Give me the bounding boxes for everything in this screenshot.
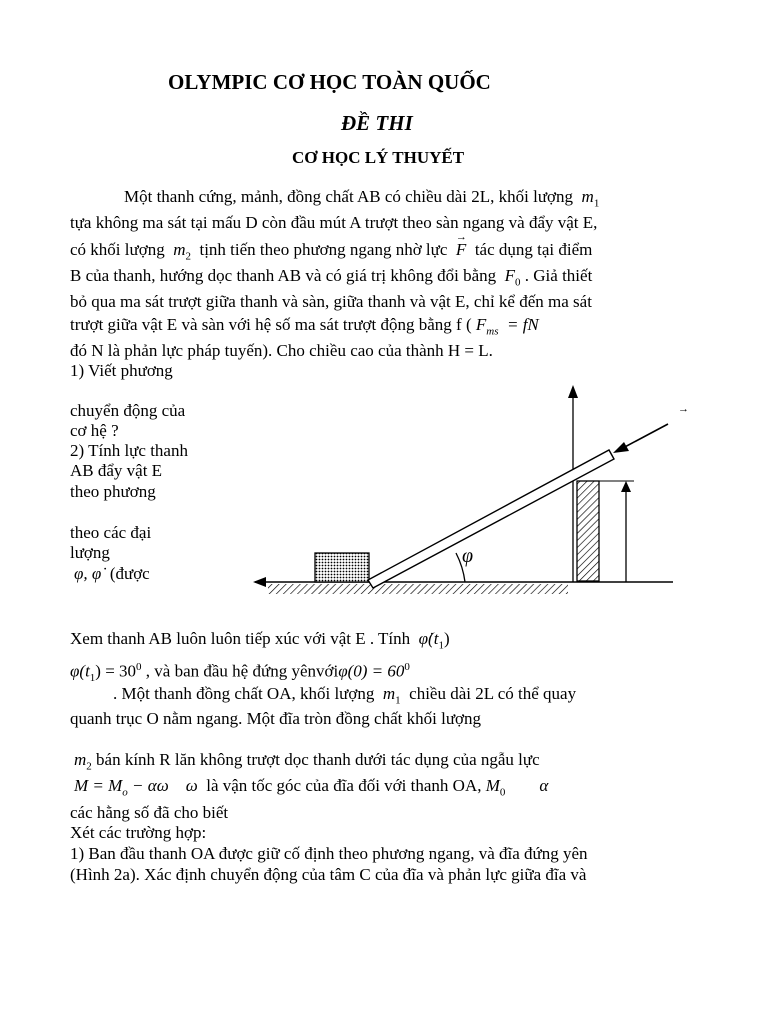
- p1-line-x2-text: , và ban đầu hệ đứng yênvới: [145, 661, 339, 681]
- math-M-eq-sub: o: [122, 786, 128, 799]
- q1-line-a: 1) Viết phương: [70, 361, 173, 380]
- math-phi-t1-sub: 1: [89, 672, 96, 685]
- math-p2-m2: m: [74, 750, 87, 769]
- q2-line-c: theo phương: [70, 482, 156, 501]
- q2-line-a: 2) Tính lực thanh: [70, 441, 188, 460]
- p1-line-6a: trượt giữa vật E và sàn với hệ số ma sát trượt động bằng f (: [70, 315, 472, 334]
- p2-line-3: [74, 750, 540, 776]
- math-p2-m1-sub: 1: [395, 694, 401, 707]
- math-phidot-t1-end: ): [443, 629, 450, 648]
- math-M0: M: [485, 776, 500, 795]
- angle-label-phi: φ: [462, 545, 474, 567]
- math-p2-m1: m: [382, 684, 396, 703]
- math-p2-m2-sub: 2: [86, 760, 92, 773]
- q2-line-b: AB đẩy vật E: [70, 461, 163, 480]
- p2-line-1b: chiều dài 2L có thể quay: [409, 684, 577, 703]
- math-m2: m: [173, 240, 186, 259]
- math-phi-t1: φ(t: [70, 661, 90, 681]
- q2-line-d: theo các đại: [70, 523, 152, 542]
- p2-line-5: các hằng số đã cho biết: [70, 803, 229, 822]
- math-M-eq2: − αω: [132, 776, 169, 795]
- page-title: OLYMPIC CƠ HỌC TOÀN QUỐC: [168, 70, 491, 94]
- math-M-eq: M = M: [74, 776, 123, 795]
- p2-line-4: [74, 776, 548, 802]
- q2-line-f-text: (được: [109, 564, 150, 583]
- force-F-head: [613, 442, 629, 453]
- math-phi-phidot: φ, φ̇: [74, 564, 102, 583]
- p1-line-x1-text: Xem thanh AB luôn luôn tiếp xúc với vật E . Tính: [70, 629, 411, 648]
- p1-line-2: tựa không ma sát tại mấu D còn đầu mút A trượt theo sàn ngang và đẩy vật E,: [70, 213, 598, 232]
- math-m1-sub: 1: [593, 197, 600, 210]
- p1-line-4b: . Giả thiết: [524, 266, 593, 285]
- p1-line-1-text: Một thanh cứng, mảnh, đồng chất AB có chiều dài 2L, khối lượng: [124, 187, 574, 206]
- p2-line-2: quanh trục O nằm ngang. Một đĩa tròn đồng chất khối lượng: [70, 709, 482, 728]
- math-force-F: F →: [456, 240, 466, 259]
- vector-arrow-icon: →: [455, 231, 467, 243]
- p2-line-1: [113, 684, 576, 710]
- p1-line-3c: tác dụng tại điểm: [474, 240, 593, 259]
- math-Fms: F: [475, 315, 487, 334]
- math-alpha: α: [539, 776, 549, 795]
- p2-line-6: Xét các trường hợp:: [70, 823, 207, 842]
- p1-line-3b: tịnh tiến theo phương ngang nhờ lực: [199, 240, 448, 259]
- wall-H: [577, 481, 599, 581]
- vertical-axis-arrow: [568, 385, 578, 398]
- p1-line-7: đó N là phản lực pháp tuyến). Cho chiều cao của thành H = L.: [70, 341, 493, 360]
- exam-subtitle: ĐỀ THI: [341, 111, 413, 135]
- p1-line-4a: B của thanh, hướng dọc thanh AB và có giá trị không đổi bằng: [70, 266, 497, 285]
- height-arrow-head: [621, 481, 631, 492]
- math-phi-0: φ(0) = 60: [338, 661, 405, 681]
- math-phidot-t1-sub: 1: [438, 639, 444, 652]
- p2-line-7: 1) Ban đầu thanh OA được giữ cố định theo phương ngang, và đĩa đứng yên: [70, 844, 588, 863]
- math-M0-sub: 0: [499, 786, 506, 799]
- p2-line-1a: . Một thanh đồng chất OA, khối lượng: [113, 684, 375, 703]
- q1-line-b: chuyển động của: [70, 401, 186, 420]
- math-Fms-sub: ms: [486, 325, 499, 338]
- math-phi-t1-eq: ) = 30: [95, 661, 137, 681]
- ground-arrow-head: [253, 577, 266, 587]
- math-m2-sub: 2: [185, 250, 191, 263]
- p1-line-3a: có khối lượng: [70, 240, 165, 259]
- block-E: [315, 553, 369, 582]
- math-fN: = fN: [506, 315, 539, 334]
- math-F0: F: [504, 266, 516, 285]
- p1-line-x1: [70, 629, 450, 655]
- p2-line-4-text: là vận tốc góc của đĩa đối với thanh OA,: [206, 776, 482, 795]
- force-F-line: [621, 424, 668, 449]
- math-phi-0-sup: 0: [404, 661, 410, 673]
- math-phi-t1-sup: 0: [136, 661, 142, 673]
- section-title: CƠ HỌC LÝ THUYẾT: [292, 148, 465, 167]
- math-F0-sub: 0: [515, 276, 521, 289]
- math-m1: m: [581, 187, 594, 206]
- math-omega: ω: [185, 776, 198, 795]
- q2-line-e: lượng: [70, 543, 110, 562]
- p2-line-3-text: bán kính R lăn không trượt dọc thanh dưới tác dụng của ngẫu lực: [96, 750, 540, 769]
- p2-line-8: (Hình 2a). Xác định chuyển động của tâm C của đĩa và phản lực giữa đĩa và: [70, 865, 587, 884]
- q1-line-c: cơ hệ ?: [70, 421, 119, 440]
- p1-line-5: bỏ qua ma sát trượt giữa thanh và sàn, giữa thanh và vật E, chỉ kể đến ma sát: [70, 292, 592, 311]
- ground-hatch: [268, 584, 568, 594]
- arrow-mark: →: [678, 403, 689, 415]
- math-phidot-t1: φ̇(t: [418, 629, 439, 648]
